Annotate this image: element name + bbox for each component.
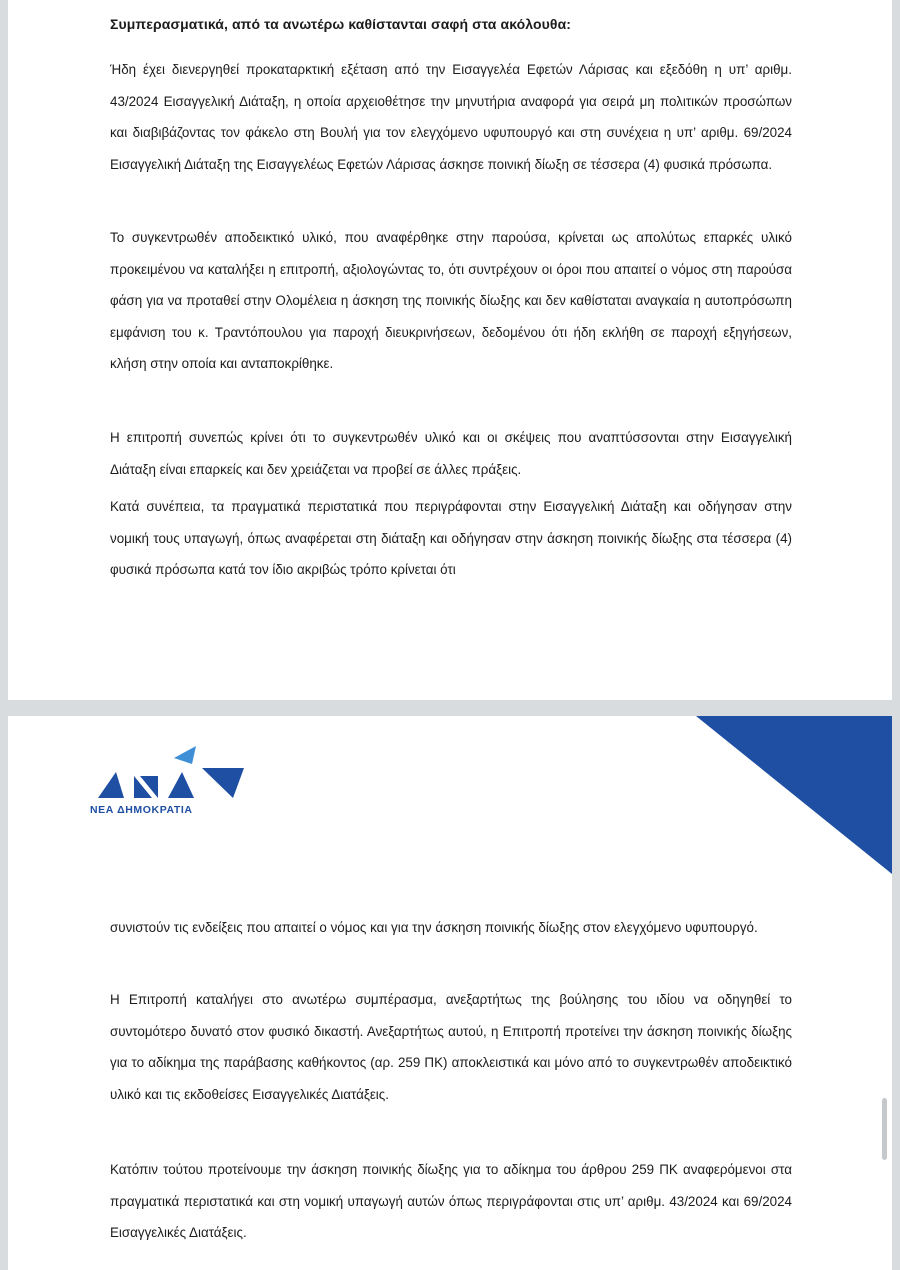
paragraph-continuation: συνιστούν τις ενδείξεις που απαιτεί ο νόμος και για την άσκηση ποινικής δίωξης στον ελεγχόμενο υφυπουργό. [110, 920, 758, 935]
scrollbar-thumb[interactable] [882, 1098, 887, 1160]
paragraph-committee-conclusion: Η Επιτροπή καταλήγει στο ανωτέρω συμπέρασμα, ανεξαρτήτως της βούλησης του ιδίου να οδηγηθεί το συντομότερο δυνατό στον φυσικό δικαστή. Ανεξαρτήτως αυτού, η Επιτροπή προτείνει την άσκηση ποινικής δίωξης για το αδίκημα της παράβασης καθήκοντος (αρ. 259 ΠΚ) αποκλειστικά και μόνο από το συγκεντρωθέν αποδεικτικό υλικό και τις εκδοθείσες Εισαγγελικές Διατάξεις. [110, 992, 792, 1102]
paragraph-committee-judgement: Η επιτροπή συνεπώς κρίνει ότι το συγκεντρωθέν υλικό και οι σκέψεις που αναπτύσσονται στην Εισαγγελική Διάταξη είναι επαρκείς και δεν χρειάζεται να προβεί σε άλλες πράξεις. [110, 430, 792, 477]
conclusion-heading: Συμπερασματικά, από τα ανωτέρω καθίστανται σαφή στα ακόλουθα: [110, 16, 572, 32]
document-page-1 [8, 0, 892, 700]
paragraph-evidence-sufficiency: Το συγκεντρωθέν αποδεικτικό υλικό, που αναφέρθηκε στην παρούσα, κρίνεται ως απολύτως επαρκές υλικό προκειμένου να καταλήξει η επιτροπή, αξιολογώντας το, ότι συντρέχουν οι όροι που απαιτεί ο νόμος στη παρούσα φάση για να προταθεί στην Ολομέλεια η άσκηση της ποινικής δίωξης και δεν καθίσταται αναγκαία η αυτοπρόσωπη εμφάνιση του κ. Τραντόπουλου για παροχή διευκρινήσεων, δεδομένου ότι ήδη εκλήθη σε παροχή εξηγήσεων, κλήση στην οποία και ανταποκρίθηκε. [110, 230, 792, 372]
document-page-2 [8, 716, 892, 1270]
logo-text: ΝΕΑ ΔΗΜΟΚΡΑΤΙΑ [90, 804, 193, 816]
paragraph-proposal: Κατόπιν τούτου προτείνουμε την άσκηση ποινικής δίωξης για το αδίκημα του άρθρου 259 ΠΚ αναφερόμενοι στα πραγματικά περιστατικά και στη νομική υπαγωγή αυτών όπως περιγράφονται στις υπ’ αριθμ. 43/2024 και 69/2024 Εισαγγελικές Διατάξεις. [110, 1162, 792, 1241]
paragraph-consequently: Κατά συνέπεια, τα πραγματικά περιστατικά που περιγράφονται στην Εισαγγελική Διάταξη και οδήγησαν στην νομική τους υπαγωγή, όπως αναφέρεται στη διάταξη και οδήγησαν στην άσκηση ποινικής δίωξης στα τέσσερα (4) φυσικά πρόσωπα κατά τον ίδιο ακριβώς τρόπο κρίνεται ότι [110, 499, 792, 578]
paragraph-preliminary-examination: Ήδη έχει διενεργηθεί προκαταρκτική εξέταση από την Εισαγγελέα Εφετών Λάρισας και εξεδόθη η υπ’ αριθμ. 43/2024 Εισαγγελική Διάταξη, η οποία αρχειοθέτησε την μηνυτήρια αναφορά για σειρά μη πολιτικών προσώπων και διαβιβάζοντας τον φάκελο στη Βουλή για τον ελεγχόμενο υφυπουργό και στη συνέχεια η υπ’ αριθμ. 69/2024 Εισαγγελική Διάταξη της Εισαγγελέως Εφετών Λάρισας άσκησε ποινική δίωξη σε τέσσερα (4) φυσικά πρόσωπα. [110, 62, 792, 172]
